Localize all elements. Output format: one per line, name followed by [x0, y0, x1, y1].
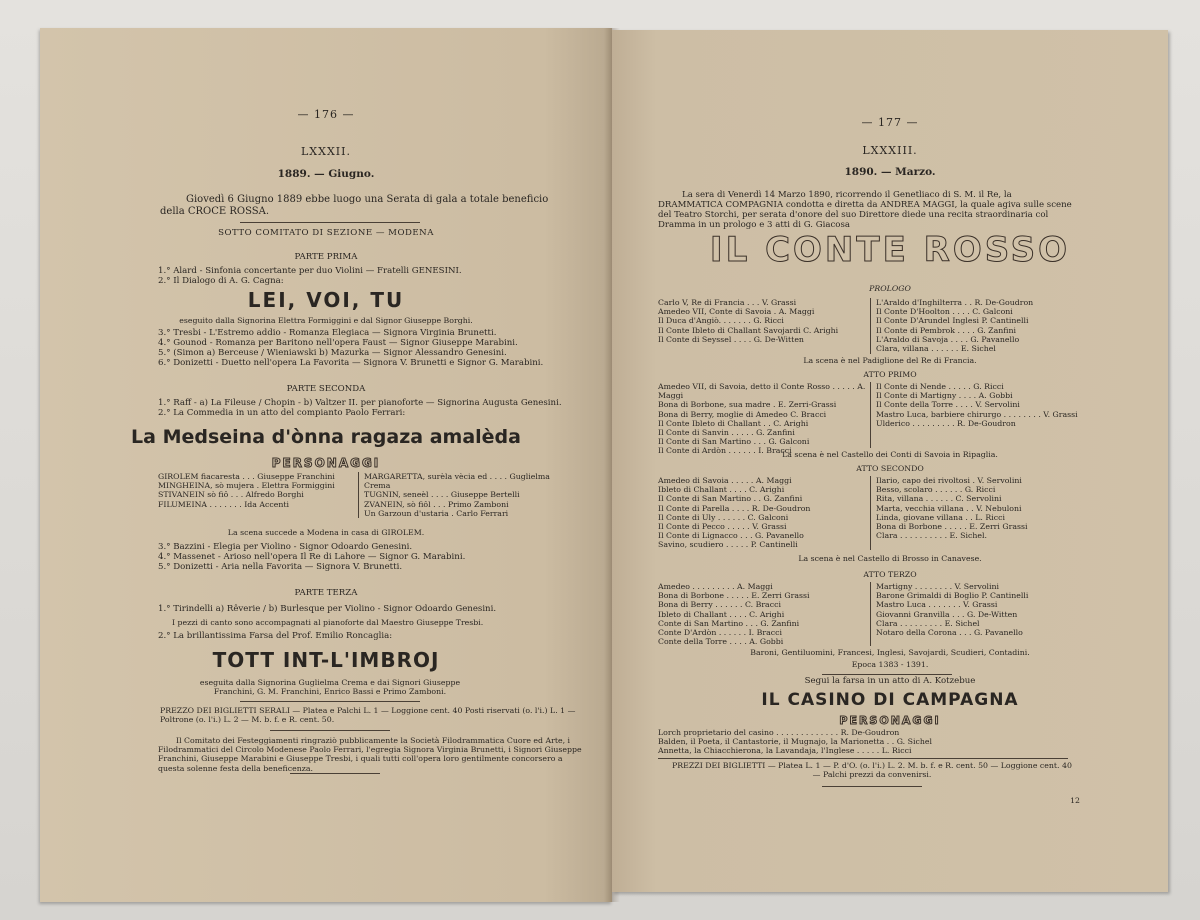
cast-entry: L'Araldo di Savoja . . . . G. Pavanello [876, 334, 1020, 344]
cast-entry: Clara . . . . . . . . . E. Sichel [876, 618, 980, 628]
cast-entry: GIROLEM fiacaresta . . . Giuseppe Franchini [158, 472, 335, 481]
cast2-left [158, 472, 358, 509]
cast-entry: Il Conte della Torre . . . . V. Servolini [876, 400, 1020, 410]
epoca: Epoca 1383 - 1391. [851, 660, 929, 669]
program-item: 1.° Alard - Sinfonia concertante per duo Violini — Fratelli GENESINI. [158, 266, 462, 276]
program-item: 5.° (Simon a) Berceuse / Wieniawski b) Mazurka — Signor Alessandro Genesini. [158, 348, 507, 358]
atto1-left [658, 382, 868, 456]
cast-entry: Il Conte di Seyssel . . . . G. De-Witten [658, 334, 804, 344]
ticket-prices: PREZZI DEI BIGLIETTI — Platea L. 1 — P. d'O. (o. l'i.) L. 2. M. b. f. e R. cent. 50 — Loggione cent. 40 — Palchi prezzi da convenirsi. [672, 761, 1072, 780]
date-heading: 1889. — Giugno. [277, 168, 375, 180]
divider [240, 222, 420, 223]
program-item: 2.° Il Dialogo di A. G. Cagna: [158, 276, 284, 286]
atto3-left [658, 582, 868, 646]
cast-entry: Il Conte D'Arundel Inglesi P. Cantinelli [876, 316, 1029, 326]
program-item: 3.° Tresbi - L'Estremo addio - Romanza Elegiaca — Signora Virginia Brunetti. [158, 328, 497, 338]
part2b-list [158, 542, 588, 572]
prologo-title: PROLOGO [869, 284, 911, 293]
cast-entry: MINGHEINA, sò mujera . Elettra Formiggini [158, 481, 335, 491]
cast-entry: Bona di Borbone . . . . . E. Zerri Grassi [876, 522, 1028, 532]
divider [822, 674, 952, 675]
cast2-right [364, 472, 574, 518]
cast-entry: FILUMEINA . . . . . . . Ida Accenti [158, 499, 290, 509]
cast-entry: Il Conte di Nende . . . . . G. Ricci [876, 382, 1004, 391]
personaggi-heading: PERSONAGGI [271, 456, 381, 470]
cast-entry: Martigny . . . . . . . . V. Servolini [876, 582, 1000, 591]
cast-entry: Il Conte di San Martino . . G. Zanfini [658, 494, 803, 504]
cast-entry: Amedeo VII, Conte di Savoia . A. Maggi [658, 307, 815, 317]
personaggi-heading: PERSONAGGI [839, 714, 941, 727]
cast-entry: Il Conte di Pembrok . . . . G. Zanfini [876, 325, 1016, 335]
program-note: I pezzi di canto sono accompagnati al pianoforte dal Maestro Giuseppe Tresbi. [172, 618, 484, 627]
cast-entry: Conte di San Martino . . . G. Zanfini [658, 618, 800, 628]
column-divider [870, 382, 871, 448]
atto2-left [658, 476, 868, 550]
cast-entry: Notaro della Corona . . . G. Pavanello [876, 628, 1023, 638]
divider [290, 773, 380, 774]
program-item: 6.° Donizetti - Duetto nell'opera La Favorita — Signora V. Brunetti e Signor G. Marabini. [158, 358, 544, 368]
cast-entry: MARGARETTA, surèla vècia ed . . . . Guglielma Crema [364, 472, 550, 491]
cast-entry: Amedeo di Savoia . . . . . A. Maggi [658, 476, 792, 485]
column-divider [870, 582, 871, 646]
atto2-title: ATTO SECONDO [856, 464, 924, 473]
farsa-title: IL CASINO DI CAMPAGNA [761, 690, 1019, 710]
cast-entry: Amedeo . . . . . . . . . A. Maggi [658, 582, 773, 591]
cast-entry: Amedeo VII, di Savoia, detto il Conte Rosso . . . . . A. Maggi [658, 382, 866, 401]
cast-entry: Conte D'Ardòn . . . . . . I. Bracci [658, 628, 782, 638]
intro-text: La sera di Venerdì 14 Marzo 1890, ricorrendo il Genetliaco di S. M. il Re, la DRAMMATICA COMPAGNIA condotta e diretta da ANDREA MAGGI, la quale agiva sulle scene del Teatro Storchi, per serata d'onore del suo Direttore diede una recita straordinaria col Dramma in un prologo e 3 atti di G. Giacosa [658, 190, 1072, 230]
cast-entry: Savino, scudiero . . . . . P. Cantinelli [658, 540, 798, 550]
cast-entry: Lorch proprietario del casino . . . . . . . . . . . . . R. De-Goudron [658, 728, 900, 737]
cast-entry: Il Conte di Ardòn . . . . . . I. Bracci [658, 446, 792, 456]
play1-title: LEI, VOI, TU [247, 288, 405, 312]
extras-note: Baroni, Gentiluomini, Francesi, Inglesi, Savojardi, Scudieri, Contadini. [750, 648, 1030, 657]
play1-cast: eseguito dalla Signorina Elettra Formiggini e dal Signor Giuseppe Borghi. [179, 316, 473, 325]
cast-entry: Carlo V, Re di Francia . . . V. Grassi [658, 298, 797, 307]
divider [240, 701, 420, 702]
cast-entry: Annetta, la Chiacchierona, la Lavandaja, l'Inglese . . . . . L. Ricci [658, 746, 912, 756]
program-item: 2.° La Commedia in un atto del compianto Paolo Ferrari: [158, 408, 406, 418]
right-page [612, 30, 1168, 892]
atto3-title: ATTO TERZO [863, 570, 917, 579]
play3-cast: eseguita dalla Signorina Guglielma Crema e dai Signori Giuseppe Franchini, G. M. Franchini, Enrico Bassi e Primo Zamboni. [199, 678, 461, 697]
cast-entry: Il Conte Ibleto di Challant . . C. Arighi [658, 418, 809, 428]
cast-entry: Clara . . . . . . . . . . E. Sichel. [876, 531, 987, 541]
cast-entry: Il Conte D'Hoolton . . . . C. Galconi [876, 307, 1013, 317]
cast-entry: Il Conte di San Martino . . . G. Galconi [658, 437, 810, 447]
farsa-intro: Segui la farsa in un atto di A. Kotzebue [804, 676, 976, 686]
cast-entry: Rita, villana . . . . . . C. Servolini [876, 494, 1002, 504]
cast-entry: Il Duca d'Angiò. . . . . . . G. Ricci [658, 316, 784, 326]
cast-entry: Il Conte di Sanvin . . . . . G. Zanfini [658, 428, 795, 438]
program-item: 4.° Massenet - Arioso nell'opera Il Re di Lahore — Signor G. Marabini. [158, 552, 466, 562]
cast-entry: Marta, vecchia villana . . V. Nebuloni [876, 503, 1022, 513]
roman-numeral: LXXXII. [301, 145, 351, 158]
page-number: — 176 — [297, 108, 355, 121]
cast-entry: Il Conte di Parella . . . . R. De-Goudron [658, 503, 811, 513]
intro-text: Giovedì 6 Giugno 1889 ebbe luogo una Serata di gala a totale beneficio della CROCE ROSSA. [160, 194, 549, 217]
cast-entry: Linda, giovane villana . . L. Ricci [876, 512, 1005, 522]
prologo-right [876, 298, 1086, 353]
part1-title: PARTE PRIMA [294, 252, 358, 262]
part3-title: PARTE TERZA [294, 588, 358, 598]
part2-list [158, 398, 588, 418]
cast-entry: Mastro Luca, barbiere chirurgo . . . . . . . . V. Grassi [876, 409, 1078, 419]
atto1-right [876, 382, 1086, 428]
part1b-list [158, 328, 588, 368]
cast-entry: Il Conte Ibleto di Challant Savojardi C. Arighi [658, 325, 839, 335]
cast-entry: Bona di Borbone, sua madre . E. Zerri-Grassi [658, 400, 837, 410]
cast-entry: Balden, il Poeta, il Cantastorie, il Mugnajo, la Marionetta . . G. Sichel [658, 737, 932, 747]
cast-entry: Ibleto di Challant . . . . C. Arighi [658, 485, 785, 495]
atto2-right [876, 476, 1086, 540]
cast-entry: Ulderico . . . . . . . . . R. De-Goudron [876, 418, 1016, 428]
roman-numeral: LXXXIII. [862, 144, 918, 157]
divider [658, 758, 1068, 759]
cast-entry: Bona di Berry, moglie di Amedeo C. Bracci [658, 409, 827, 419]
signature-mark: 12 [1070, 796, 1080, 805]
atto1-title: ATTO PRIMO [863, 370, 917, 379]
cast-entry: STIVANEIN sò fiô . . . Alfredo Borghi [158, 490, 304, 500]
cast-entry: Clara, villana . . . . . . E. Sichel [876, 344, 996, 354]
program-item: 5.° Donizetti - Aria nella Favorita — Signora V. Brunetti. [158, 562, 403, 572]
page-number: — 177 — [861, 116, 919, 129]
program-item: 1.° Raff - a) La Fileuse / Chopin - b) Valtzer II. per pianoforte — Signorina Augusta Genesini. [158, 398, 562, 408]
scene-note: La scena è nel Castello dei Conti di Savoia in Ripaglia. [782, 450, 998, 459]
cast-entry: Il Conte di Uly . . . . . . C. Galconi [658, 512, 789, 522]
cast-entry: Il Conte di Pecco . . . . . V. Grassi [658, 522, 787, 532]
column-divider [358, 472, 359, 518]
scene-note: La scena è nel Padiglione del Re di Francia. [803, 356, 977, 365]
cast-entry: Il Conte di Lignacco . . . G. Pavanello [658, 531, 804, 541]
cast-entry: Bona di Berry . . . . . . C. Bracci [658, 600, 781, 610]
cast-entry: Barone Grimaldi di Boglio P. Cantinelli [876, 591, 1029, 601]
cast-entry: Ibleto di Challant . . . . C. Arighi [658, 609, 785, 619]
cast-entry: Un Garzoun d'ustaria . Carlo Ferrari [364, 508, 509, 518]
cast-entry: Il Conte di Martigny . . . . A. Gobbi [876, 391, 1013, 401]
scene-note: La scena è nel Castello di Brosso in Canavese. [798, 554, 982, 563]
part2-title: PARTE SECONDA [286, 384, 366, 394]
cast-entry: TUGNIN, seneèl . . . . Giuseppe Bertelli [364, 490, 520, 500]
left-page [40, 28, 612, 902]
play-title: IL CONTE ROSSO [709, 230, 1071, 270]
play2-title: La Medseina d'ònna ragaza amalèda [131, 426, 521, 448]
farsa-cast [658, 728, 1118, 756]
scene-note: La scena succede a Modena in casa di GIROLEM. [227, 528, 425, 537]
program-item: 1.° Tirindelli a) Rêverie / b) Burlesque per Violino - Signor Odoardo Genesini. [158, 604, 497, 614]
date-heading: 1890. — Marzo. [844, 166, 936, 178]
part3-list [158, 604, 588, 641]
column-divider [870, 476, 871, 550]
subcommittee: SOTTO COMITATO DI SEZIONE — MODENA [218, 228, 434, 238]
program-item: 2.° La brillantissima Farsa del Prof. Emilio Roncaglia: [158, 631, 393, 642]
column-divider [870, 298, 871, 354]
ticket-prices: PREZZO DEI BIGLIETTI SERALI — Platea e Palchi L. 1 — Loggione cent. 40 Posti riservati (o. l'i.) L. 1 — Poltrone (o. l'i.) L. 2 — M. b. f. e R. cent. 50. [160, 706, 576, 725]
cast-entry: ZVANEIN, sò fiôl . . . Primo Zamboni [364, 499, 509, 509]
divider [270, 730, 390, 731]
cast-entry: Giovanni Granvilla . . . G. De-Witten [876, 609, 1018, 619]
part1-list [158, 266, 578, 286]
program-item: 3.° Bazzini - Elegia per Violino - Signor Odoardo Genesini. [158, 542, 413, 552]
play3-title: TOTT INT-L'IMBROJ [212, 648, 440, 672]
divider [822, 786, 922, 787]
cast-entry: Besso, scolaro . . . . . . G. Ricci [876, 485, 996, 495]
atto3-right [876, 582, 1086, 637]
thanks-note: Il Comitato dei Festeggiamenti ringraziò pubblicamente la Società Filodrammatica Cuore ed Arte, i Filodrammatici del Circolo Modenese Paolo Ferrari, l'egregia Signora Virginia Brunetti, i Signori Giuseppe Franchini, Giuseppe Marabini e Giuseppe Tresbi, i quali tutti coll'opera loro gentilmente concorsero a questa solenne festa della beneficenza. [158, 736, 582, 773]
cast-entry: Bona di Borbone . . . . . E. Zerri Grassi [658, 591, 810, 601]
cast-entry: Ilario, capo dei rivoltosi . V. Servolini [876, 476, 1022, 485]
cast-entry: Mastro Luca . . . . . . . V. Grassi [876, 600, 998, 610]
prologo-left [658, 298, 868, 344]
cast-entry: Conte della Torre . . . . A. Gobbi [658, 637, 784, 647]
cast-entry: L'Araldo d'Inghilterra . . R. De-Goudron [876, 298, 1034, 307]
program-item: 4.° Gounod - Romanza per Baritono nell'opera Faust — Signor Giuseppe Marabini. [158, 338, 518, 348]
